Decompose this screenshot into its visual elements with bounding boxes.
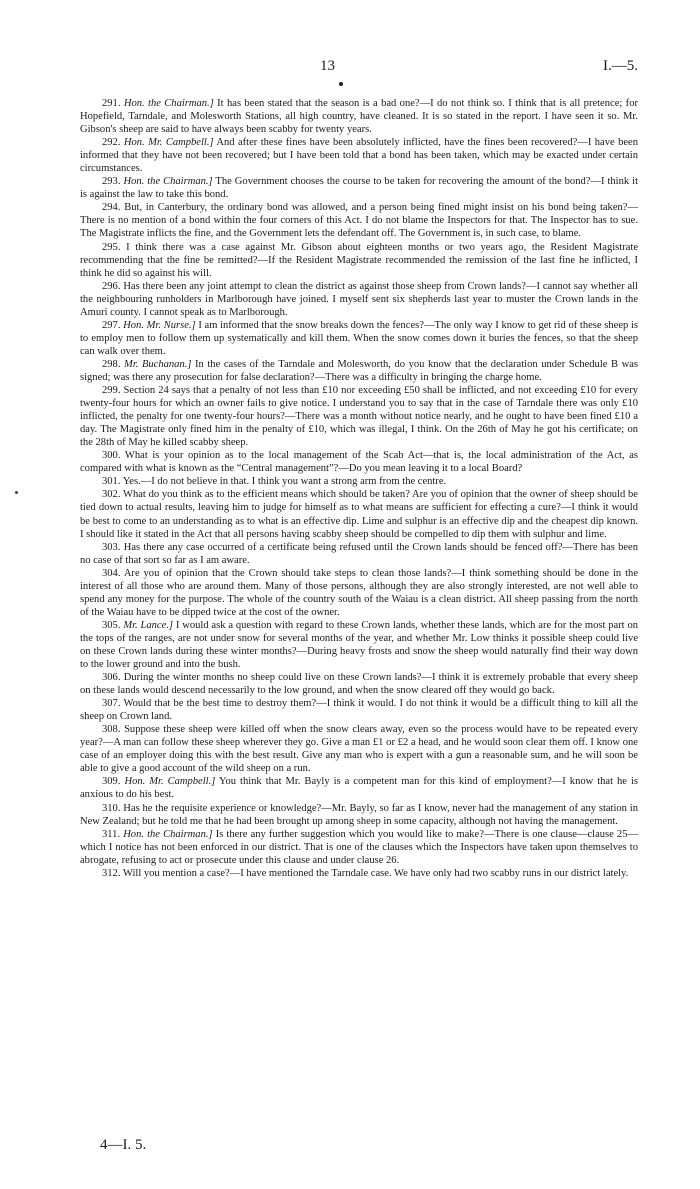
question-paragraph [80,241,638,280]
document-body [80,97,638,880]
paragraph-text: And after these fines have been absolutely inflicted, have the fines been recovered?—I have been informed that they have not been recovered; but I have been told that a bond has been taken, which may be exacted under certain circumstances. [80,137,638,175]
question-number: 304. [102,567,121,579]
paragraph-text: Will you mention a case?—I have mentioned the Tarndale case. We have only had two scabby runs in our district lately. [122,867,629,879]
question-number: 310. [102,802,121,814]
question-paragraph [80,175,638,201]
question-number: 295. [102,241,121,253]
ink-dot-mark [339,82,343,86]
question-number: 305. [102,619,121,631]
speaker-name: Hon. the Chairman.] [123,176,213,188]
question-number: 299. [102,385,121,397]
question-number: 309. [102,776,121,788]
paragraph-text: The Government chooses the course to be taken for recovering the amount of the bond?—I think it is against the law to take this bond. [80,176,638,201]
question-paragraph [80,201,638,240]
question-number: 294. [102,202,121,214]
question-paragraph [80,541,638,567]
paragraph-text: Has he the requisite experience or knowledge?—Mr. Bayly, so far as I know, never had the management of any station in New Zealand; but he told me that he had been brought up among sheep in some capacity, although not having the management. [80,802,638,827]
speaker-name: Hon. the Chairman.] [123,828,213,840]
question-number: 306. [102,672,121,684]
question-paragraph [80,697,638,723]
page-footer-signature: 4—I. 5. [100,1137,147,1153]
speaker-name: Hon. Mr. Campbell.] [124,776,216,788]
question-paragraph [80,867,638,880]
question-number: 312. [102,867,121,879]
paragraph-text: I am informed that the snow breaks down the fences?—The only way I know to get rid of these sheep is to employ men to follow them up systematically and kill them. When the snow comes down it buries the fences, so that the sheep can walk over them. [80,319,638,357]
question-number: 311. [102,828,121,840]
paragraph-text: Are you of opinion that the Crown should take steps to clean those lands?—I think something should be done in the interest of all those who are around them. Many of those persons, although they are also strongly interested, are not well able to spend any money for the purpose. The whole of the country south of the Waiau is a clean district. All sheep passing from the north of the Waiau have to be dipped twice at the cost of the owner. [80,567,638,618]
question-number: 301. [102,476,121,488]
question-paragraph [80,619,638,671]
question-number: 297. [102,319,121,331]
paragraph-text: Is there any further suggestion which you would like to make?—There is one clause—clause 25—which I notice has not been enforced in our district. That is one of the clauses which the Inspectors have taken upon themselves to abrogate, refusing to act or prosecute under this clause and under clause 26. [80,828,639,866]
question-paragraph [80,358,638,384]
question-number: 300. [102,450,121,462]
question-paragraph [80,488,638,540]
paragraph-text: What do you think as to the efficient means which should be taken? Are you of opinion that the owner of sheep should be tied down to actual results, leaving him to judge for himself as to what means are sufficient for effecting a cure?—I think it would be best to come to an understanding as to what is an effective dip. Lime and sulphur is an effective dip and the cheapest dip known. I should like it stated in the Act that all persons having scabby sheep should be compelled to dip them with sulphur and lime. [80,489,638,540]
paragraph-text: Has there been any joint attempt to clean the district as against those sheep from Crown lands?—I cannot say whether all the neighbouring runholders in Marlborough have joined. I myself sent six shepherds last year to muster the Crown lands in the Amuri county. I cannot speak as to Marlborough. [80,280,638,318]
paragraph-text: You think that Mr. Bayly is a competent man for this kind of employment?—I know that he is anxious to do his best. [80,776,638,801]
paragraph-text: What is your opinion as to the local management of the Scab Act—that is, the local administration of the Act, as compared with what is known as the “Central management”?—Do you mean leaving it to a local Board? [80,450,638,475]
question-number: 296. [102,280,121,292]
question-number: 302. [102,489,121,501]
paragraph-text: Suppose these sheep were killed off when the snow clears away, even so the process would have to be repeated every year?—A man can follow these sheep wherever they go. Give a man £1 or £2 a head, and he would soon clear them off. I know one case of an employer doing this with the best result. Give any man who is expert with a gun a reasonable sum, and he will soon be able to give a good account of the wild sheep on a run. [80,724,638,775]
paragraph-text: During the winter months no sheep could live on these Crown lands?—I think it is extremely probable that every sheep on these lands would descend necessarily to the low ground, and when the snow cleared off they would go back. [80,672,639,697]
question-paragraph [80,475,638,488]
paragraph-text: I would ask a question with regard to these Crown lands, whether these lands, which are for the most part on the tops of the ranges, are not under snow for several months of the year, and whether Mr. Low thinks it possible sheep could live on these Crown lands during these winter months?—During heavy frosts and snow the sheep would naturally find their way down to the lower ground and into the bush. [80,619,638,671]
paragraph-text: Yes.—I do not believe in that. I think you want a strong arm from the centre. [122,476,447,488]
page-header [0,58,700,80]
speaker-name: Hon. the Chairman.] [123,98,214,109]
paragraph-text: In the cases of the Tarndale and Molesworth, do you know that the declaration under Schedule B was signed; was there any prosecution for false declaration?—There was a difficulty in bringing the charge home. [80,358,638,383]
paragraph-text: Has there any case occurred of a certificate being refused until the Crown lands should be fenced off?—There has been no case of that sort so far as I am aware. [80,541,638,566]
speaker-name: Mr. Buchanan.] [124,358,192,370]
question-paragraph [80,723,638,775]
paragraph-text: But, in Canterbury, the ordinary bond was allowed, and a person being fined might insist on his bond being taken?—There is no mention of a bond within the four corners of this Act. I do not blame the Inspectors for that. The Inspector has to sue. The Magistrate inflicts the fine, and the Government lets the defendant off. The Government is, in such case, to blame. [80,202,639,240]
paragraph-text: I think there was a case against Mr. Gibson about eighteen months or two years ago, the Resident Magistrate recommending that the fine be remitted?—If the Resident Magistrate recommended the remission of the last fine he inflicted, I think he did so against his will. [80,241,639,279]
question-paragraph [80,671,638,697]
question-number: 292. [102,137,121,149]
speaker-name: Hon. Mr. Campbell.] [123,137,214,149]
paper-reference: I.—5. [603,58,638,74]
question-paragraph [80,775,638,801]
question-paragraph [80,802,638,828]
question-paragraph [80,384,638,449]
question-paragraph [80,136,638,175]
page-number: 13 [320,58,335,74]
question-number: 308. [102,724,121,736]
question-paragraph [80,828,638,867]
question-number: 293. [102,176,121,188]
question-number: 303. [102,541,121,553]
question-number: 291. [102,98,121,109]
question-paragraph [80,319,638,358]
question-paragraph [80,567,638,619]
question-paragraph [80,280,638,319]
question-number: 298. [102,358,121,370]
question-number: 307. [102,698,121,710]
paragraph-text: Section 24 says that a penalty of not less than £10 nor exceeding £50 shall be inflicted, and not exceeding £10 for every twenty-four hours for which an owner fails to give notice. I understand you to say that in the case of Tarndale there was only £10 inflicted, the penalty for one twenty-four hours?—There was a month without notice nearly, and he ought to have been fined £10 a day. The Magistrate only fined him in the penalty of £10, which was illegal, I think. On the 26th of May he got his certificate; on the 28th of May he killed scabby sheep. [80,385,638,449]
question-paragraph [80,449,638,475]
speaker-name: Mr. Lance.] [123,619,174,631]
paragraph-text: It has been stated that the season is a bad one?—I do not think so. I think that is all pretence; for Hopefield, Tarndale, and Molesworth Stations, all high country, have cleaned. It is so stated in the report. I have seen it so. Mr. Gibson's sheep are said to have always been scabby for twenty years. [80,98,638,136]
speaker-name: Hon. Mr. Nurse.] [123,319,196,331]
paragraph-text: Would that be the best time to destroy them?—I think it would. I do not think it would be a difficult thing to kill all the sheep on Crown land. [80,698,638,723]
margin-ink-mark [15,491,18,494]
question-paragraph [80,97,638,136]
